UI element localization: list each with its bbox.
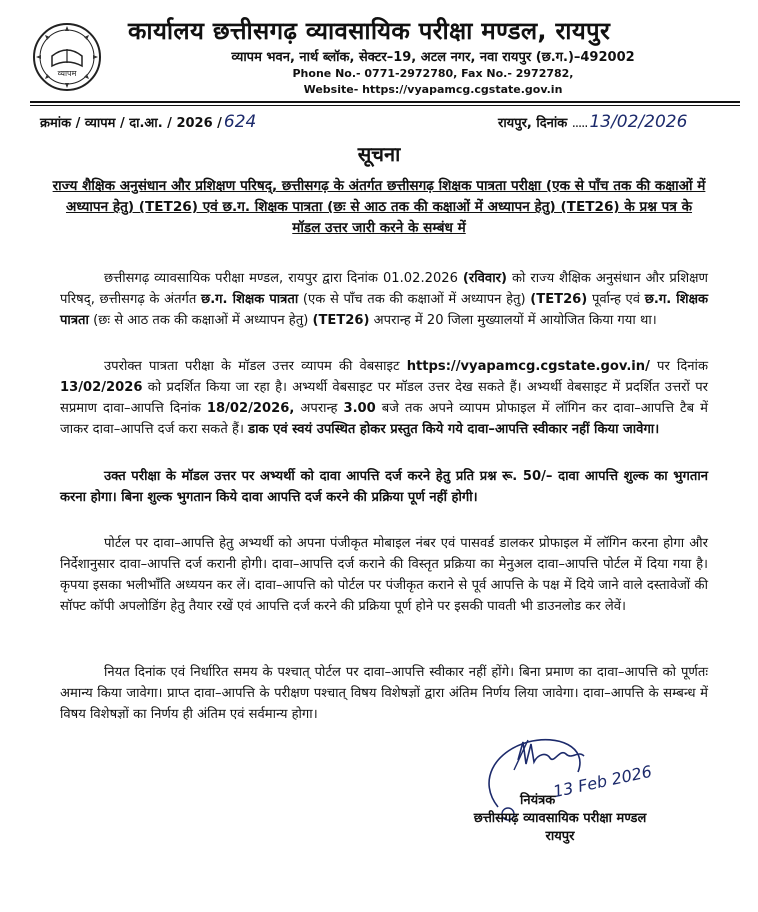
signature-scribble	[468, 712, 668, 822]
org-phone: Phone No.- 0771-2972780, Fax No.- 2972782,	[292, 67, 574, 80]
notice-subject: राज्य शैक्षिक अनुसंधान और प्रशिक्षण परिषद्, छत्तीसगढ़ के अंतर्गत छत्तीसगढ़ शिक्षक पात्रता परीक्षा (एक से पाँच तक की कक्षाओं में अध्यापन हेतु) (TET26) एवं छ.ग. शिक्षक पात्रता (छः से आठ तक की कक्षाओं में अध्यापन हेतु) (TET26) के प्रश्न पत्र के मॉडल उत्तर जारी करने के सम्बंध में	[52, 178, 706, 236]
org-website: Website- https://vyapamcg.cgstate.gov.in	[303, 83, 563, 96]
vyapam-logo-icon	[32, 22, 102, 92]
header-divider-thin	[30, 105, 740, 106]
paragraph-3: उक्त परीक्षा के मॉडल उत्तर पर अभ्यर्थी को दावा आपत्ति दर्ज करने हेतु प्रति प्रश्न रू. 50/– दावा आपत्ति शुल्क का भुगतान करना होगा। बिना शुल्क भुगतान किये दावा आपत्ति दर्ज करने की प्रक्रिया पूर्ण नहीं होगी।	[60, 469, 708, 505]
date-label: रायपुर, दिनांक	[498, 116, 568, 131]
signatory-city: रायपुर	[545, 829, 575, 844]
paragraph-2: उपरोक्त पात्रता परीक्षा के मॉडल उत्तर व्यापम की वेबसाइट https://vyapamcg.cgstate.gov.in/ पर दिनांक 13/02/2026 को प्रदर्शित किया जा रहा है। अभ्यर्थी वेबसाइट पर मॉडल उत्तर देख सकते हैं। अभ्यर्थी वेबसाइट में प्रदर्शित उत्तरों पर सप्रमाण दावा–आपत्ति दिनांक 18/02/2026, अपरान्ह 3.00 बजे तक अपने व्यापम प्रोफाइल में लॉगिन कर दावा–आपत्ति टैब में जाकर दावा–आपत्ति दर्ज करा सकते हैं। डाक एवं स्वयं उपस्थित होकर प्रस्तुत किये गये दावा–आपत्ति स्वीकार नहीं किया जावेगा।	[60, 359, 708, 437]
signatory-org: छत्तीसगढ़ व्यावसायिक परीक्षा मण्डल	[473, 811, 647, 826]
date-dots: .....	[571, 116, 588, 131]
paragraph-4: पोर्टल पर दावा–आपत्ति हेतु अभ्यर्थी को अपना पंजीकृत मोबाइल नंबर एवं पासवर्ड डालकर प्रोफाइल में लॉगिन करना होगा और निर्देशानुसार दावा–आपत्ति दर्ज करानी होगी। दावा–आपत्ति दर्ज कराने की विस्तृत प्रक्रिया का मेनुअल दावा–आपत्ति पोर्टल में दिया गया है। कृपया इसका भलीभाँति अध्ययन कर लें। दावा–आपत्ति को पोर्टल पर पंजीकृत कराने से पूर्व आपत्ति के पक्ष में दिये जाने वाले दस्तावेजों की सॉफ्ट कॉपी अपलोडिंग हेतु तैयार रखें एवं आपत्ति दर्ज करने की प्रक्रिया पूर्ण होने पर इसकी पावती भी डाउनलोड कर लेवें।	[60, 536, 708, 614]
reference-label: क्रमांक / व्यापम / दा.आ. / 2026 /	[40, 116, 222, 131]
paragraph-5: नियत दिनांक एवं निर्धारित समय के पश्चात् पोर्टल पर दावा–आपत्ति स्वीकार नहीं होंगे। बिना प्रमाण का दावा–आपत्ति को पूर्णतः अमान्य किया जावेगा। प्राप्त दावा–आपत्ति के परीक्षण पश्चात् विषय विशेषज्ञों द्वारा अंतिम निर्णय लिया जावेगा। दावा–आपत्ति के सम्बन्ध में विषय विशेषज्ञों का निर्णय ही अंतिम एवं सर्वमान्य होगा।	[60, 665, 708, 722]
logo-text: व्यापम	[57, 69, 77, 78]
org-address: व्यापम भवन, नार्थ ब्लॉक, सेक्टर–19, अटल नगर, नवा रायपुर (छ.ग.)–492002	[231, 50, 635, 65]
notice-title: सूचना	[357, 142, 401, 166]
org-name: कार्यालय छत्तीसगढ़ व्यावसायिक परीक्षा मण्डल, रायपुर	[128, 17, 611, 45]
date-handwritten: 13/02/2026	[589, 112, 688, 132]
paragraph-1: छत्तीसगढ़ व्यावसायिक परीक्षा मण्डल, रायपुर द्वारा दिनांक 01.02.2026 (रविवार) को राज्य शैक्षिक अनुसंधान और प्रशिक्षण परिषद्, छत्तीसगढ़ के अंतर्गत छ.ग. शिक्षक पात्रता (एक से पाँच तक की कक्षाओं में अध्यापन हेतु) (TET26) पूर्वान्ह एवं छ.ग. शिक्षक पात्रता (छः से आठ तक की कक्षाओं में अध्यापन हेतु) (TET26) अपरान्ह में 20 जिला मुख्यालयों में आयोजित किया गया था।	[60, 271, 709, 328]
date-line	[498, 112, 687, 132]
header-divider	[30, 101, 740, 103]
signatory-title: नियंत्रक	[520, 793, 556, 808]
website-link: https://vyapamcg.cgstate.gov.in/	[406, 359, 650, 374]
reference-number	[40, 112, 256, 132]
reference-handwritten-number: 624	[223, 112, 257, 132]
signature-date: 13 Feb 2026	[551, 761, 654, 802]
